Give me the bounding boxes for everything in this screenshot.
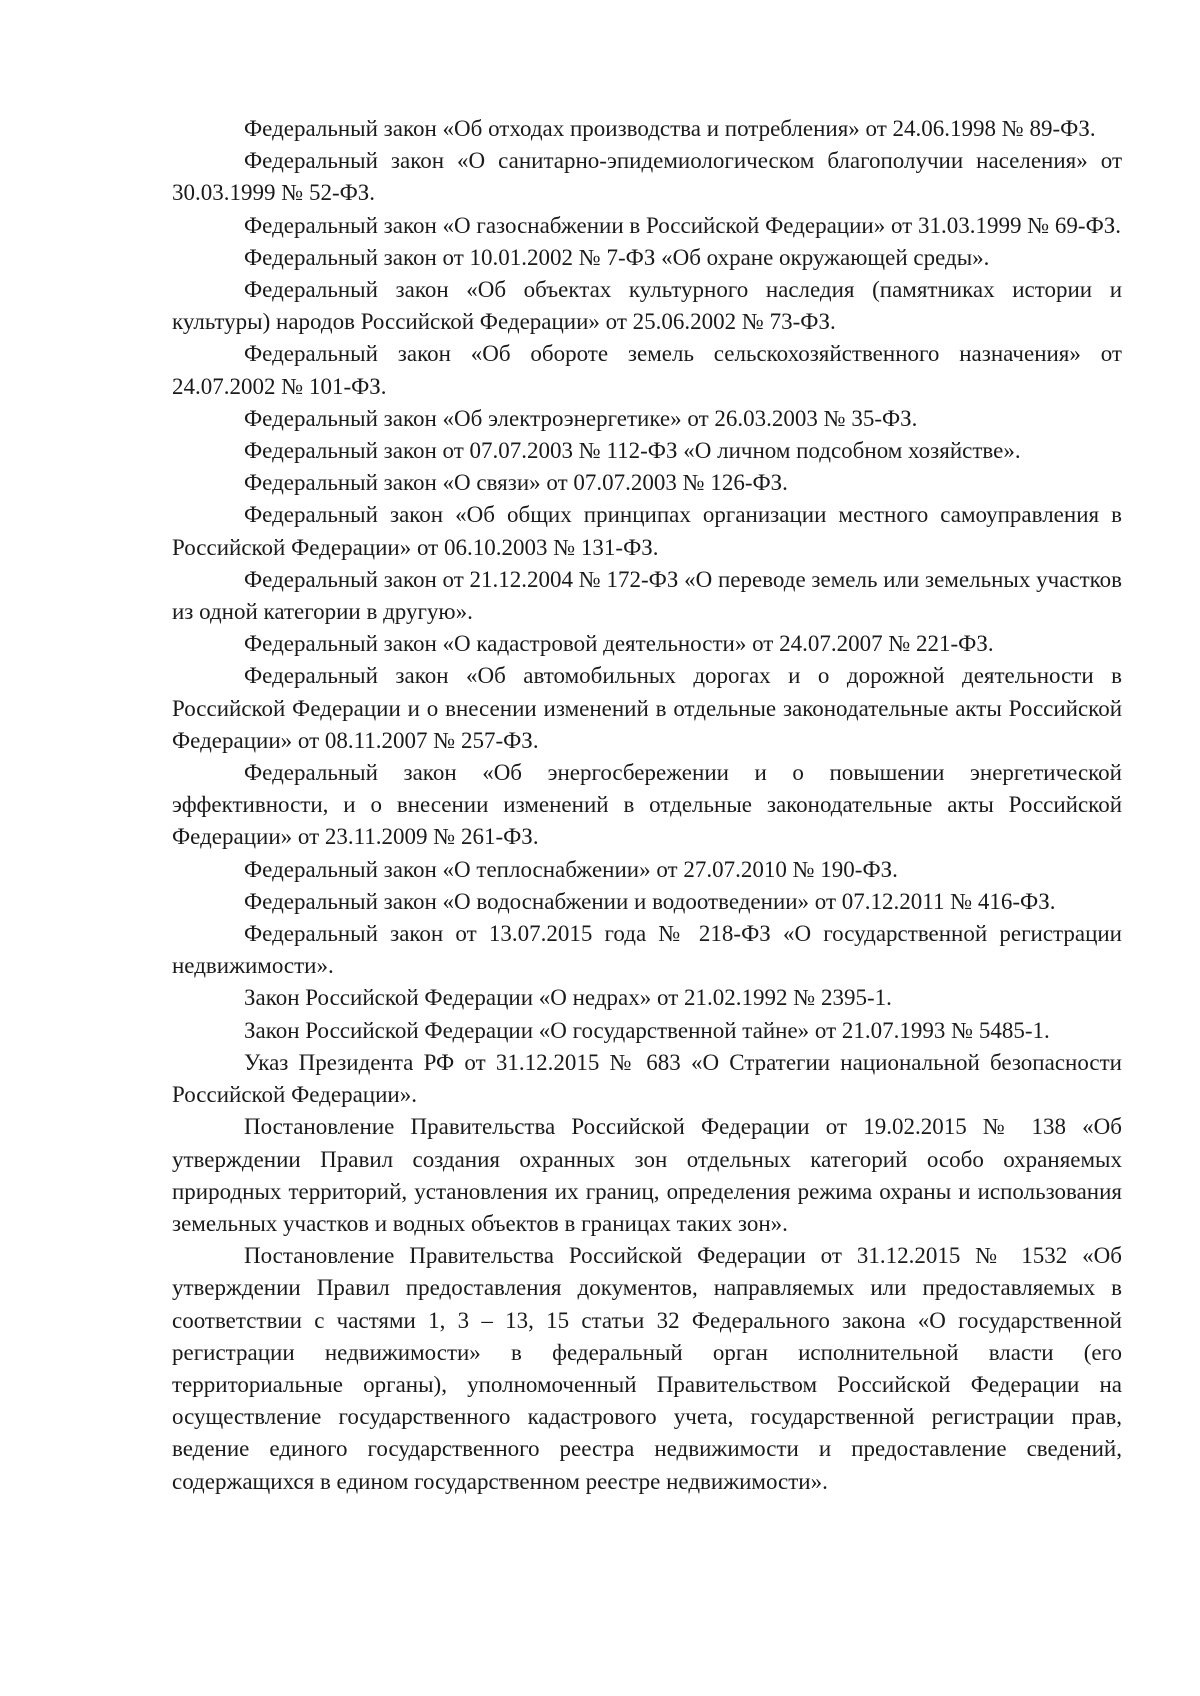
paragraph-5: Федеральный закон «Об объектах культурного наследия (памятниках истории и культуры) народов Российской Федерации» от 25.06.2002 № 73-ФЗ. xyxy=(172,277,1122,335)
paragraph-2: Федеральный закон «О санитарно-эпидемиологическом благополучии населения» от 30.03.1999 № 52-ФЗ. xyxy=(172,148,1122,206)
paragraph-19: Закон Российской Федерации «О государственной тайне» от 21.07.1993 № 5485-1. xyxy=(244,1017,1050,1043)
paragraph-6: Федеральный закон «Об обороте земель сельскохозяйственного назначения» от 24.07.2002 № 101-ФЗ. xyxy=(172,341,1122,399)
paragraph-8: Федеральный закон от 07.07.2003 № 112-ФЗ «О личном подсобном хозяйстве». xyxy=(244,438,1021,464)
paragraph-15: Федеральный закон «О теплоснабжении» от 27.07.2010 № 190-ФЗ. xyxy=(244,856,898,882)
paragraph-13: Федеральный закон «Об автомобильных дорогах и о дорожной деятельности в Российской Федерации и о внесении изменений в отдельные законодательные акты Российской Федерации» от 08.11.2007 № 257-ФЗ. xyxy=(172,663,1122,753)
paragraph-4: Федеральный закон от 10.01.2002 № 7-ФЗ «Об охране окружающей среды». xyxy=(244,244,990,270)
paragraph-9: Федеральный закон «О связи» от 07.07.2003 № 126-ФЗ. xyxy=(244,470,788,496)
paragraph-18: Закон Российской Федерации «О недрах» от 21.02.1992 № 2395-1. xyxy=(244,985,892,1011)
paragraph-10: Федеральный закон «Об общих принципах организации местного самоуправления в Российской Федерации» от 06.10.2003 № 131-ФЗ. xyxy=(172,502,1122,560)
legal-acts-list xyxy=(172,113,1122,1498)
paragraph-12: Федеральный закон «О кадастровой деятельности» от 24.07.2007 № 221-ФЗ. xyxy=(244,631,994,657)
paragraph-21: Постановление Правительства Российской Федерации от 19.02.2015 № 138 «Об утверждении Правил создания охранных зон отдельных категорий особо охраняемых природных территорий, установления их границ, определения режима охраны и использования земельных участков и водных объектов в границах таких зон». xyxy=(172,1114,1122,1236)
paragraph-20: Указ Президента РФ от 31.12.2015 № 683 «О Стратегии национальной безопасности Российской Федерации». xyxy=(172,1049,1122,1108)
paragraph-17: Федеральный закон от 13.07.2015 года № 218-ФЗ «О государственной регистрации недвижимости». xyxy=(172,921,1122,979)
paragraph-16: Федеральный закон «О водоснабжении и водоотведении» от 07.12.2011 № 416-ФЗ. xyxy=(244,888,1056,914)
paragraph-3: Федеральный закон «О газоснабжении в Российской Федерации» от 31.03.1999 № 69-ФЗ. xyxy=(244,212,1122,238)
paragraph-14: Федеральный закон «Об энергосбережении и о повышении энергетической эффективности, и о внесении изменений в отдельные законодательные акты Российской Федерации» от 23.11.2009 № 261-ФЗ. xyxy=(172,760,1122,850)
paragraph-11: Федеральный закон от 21.12.2004 № 172-ФЗ «О переводе земель или земельных участков из одной категории в другую». xyxy=(172,566,1122,625)
paragraph-22: Постановление Правительства Российской Федерации от 31.12.2015 № 1532 «Об утверждении Правил предоставления документов, направляемых или предоставляемых в соответствии с частями 1, 3 – 13, 15 статьи 32 Федерального закона «О государственной регистрации недвижимости» в федеральный орган исполнительной власти (его территориальные органы), уполномоченный Правительством Российской Федерации на осуществление государственного кадастрового учета, государственной регистрации прав, ведение единого государственного реестра недвижимости и предоставление сведений, содержащихся в едином государственном реестре недвижимости». xyxy=(172,1243,1122,1494)
paragraph-1: Федеральный закон «Об отходах производства и потребления» от 24.06.1998 № 89-ФЗ. xyxy=(244,116,1096,141)
paragraph-7: Федеральный закон «Об электроэнергетике» от 26.03.2003 № 35-ФЗ. xyxy=(244,405,918,431)
